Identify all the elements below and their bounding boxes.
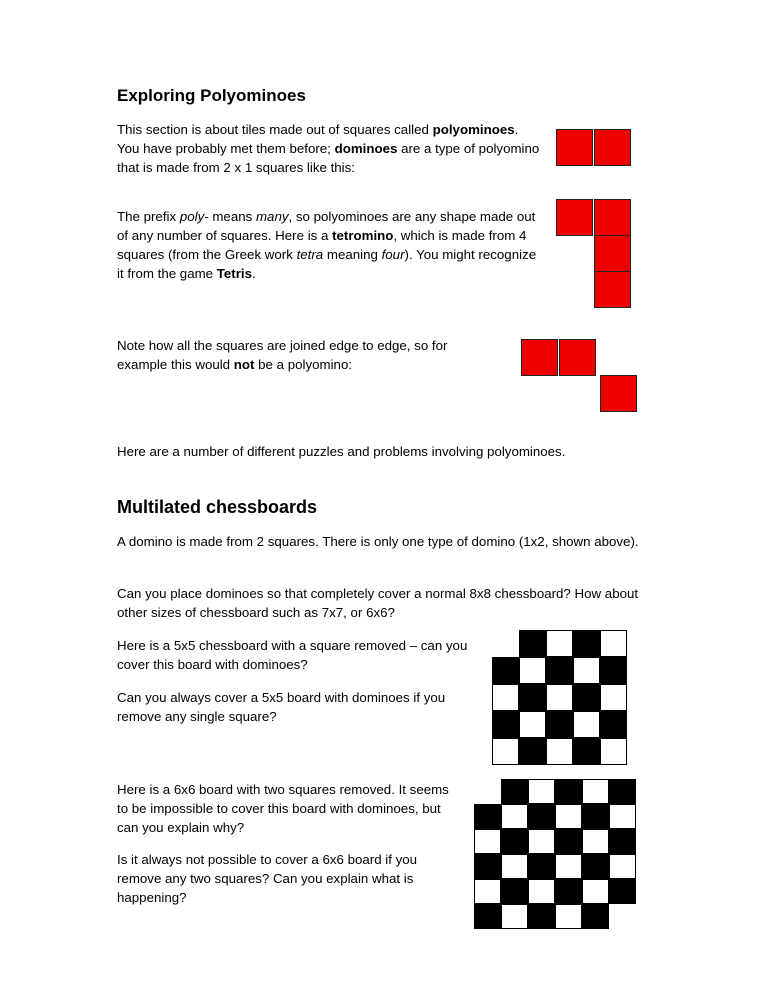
section-title: Multilated chessboards xyxy=(117,497,318,517)
board-cell-black xyxy=(555,879,582,904)
board-cell-white xyxy=(573,657,600,684)
board-cell-black xyxy=(609,779,636,804)
board-cell-white xyxy=(600,738,627,765)
board-cell-black xyxy=(555,829,582,854)
board-cell-white xyxy=(501,904,528,929)
board-cell-white xyxy=(546,684,573,711)
board-cell-black xyxy=(474,854,501,879)
board-cell-black xyxy=(582,904,609,929)
board-cell-white xyxy=(582,879,609,904)
board-cell-black xyxy=(528,804,555,829)
board-cell-black xyxy=(573,684,600,711)
board-cell-black xyxy=(600,657,627,684)
board-cell-black xyxy=(519,738,546,765)
page-title: Exploring Polyominoes xyxy=(117,86,306,105)
board-cell-white xyxy=(528,829,555,854)
chess-paragraph-3: Here is a 5x5 chessboard with a square removed – can you cover this board with dominoes? xyxy=(117,638,468,672)
board-cell-white xyxy=(519,711,546,738)
board-cell-white xyxy=(555,904,582,929)
board-cell-white xyxy=(600,684,627,711)
board-cell-white xyxy=(573,711,600,738)
board-cell-white xyxy=(492,738,519,765)
board-cell-black xyxy=(528,904,555,929)
board-cell-white xyxy=(609,854,636,879)
board-cell-white xyxy=(528,779,555,804)
board-cell-white xyxy=(492,684,519,711)
board-cell-white xyxy=(501,804,528,829)
board-cell-black xyxy=(501,829,528,854)
board-cell-white xyxy=(519,657,546,684)
board-cell-black xyxy=(519,630,546,657)
board-cell-black xyxy=(492,657,519,684)
board-cell-black xyxy=(573,630,600,657)
board-cell-black xyxy=(546,711,573,738)
chess-paragraph-2: Can you place dominoes so that completely cover a normal 8x8 chessboard? How about other sizes of chessboard such as 7x7, or 6x6? xyxy=(117,586,639,620)
intro-paragraph-3: Note how all the squares are joined edge to edge, so for example this would not be a polyomino: xyxy=(117,338,448,372)
board-cell-white xyxy=(555,804,582,829)
board-cell-white xyxy=(546,630,573,657)
board-cell-black xyxy=(609,829,636,854)
board-cell-black xyxy=(474,904,501,929)
board-cell-black xyxy=(474,804,501,829)
chessboard-5x5 xyxy=(492,630,627,765)
board-cell-black xyxy=(519,684,546,711)
board-cell-white xyxy=(474,879,501,904)
board-cell-black xyxy=(573,738,600,765)
board-cell-white xyxy=(546,738,573,765)
tetromino-figure xyxy=(556,199,634,307)
board-cell-black xyxy=(600,711,627,738)
board-cell-black xyxy=(492,711,519,738)
chess-paragraph-4: Can you always cover a 5x5 board with dominoes if you remove any single square? xyxy=(117,690,446,724)
board-cell-white xyxy=(501,854,528,879)
board-cell-black xyxy=(582,804,609,829)
board-cell-white xyxy=(582,829,609,854)
board-cell-black xyxy=(501,879,528,904)
board-cell-black xyxy=(528,854,555,879)
chess-paragraph-1: A domino is made from 2 squares. There is only one type of domino (1x2, shown above). xyxy=(117,534,639,549)
non-polyomino-figure xyxy=(521,339,639,412)
board-cell-white xyxy=(528,879,555,904)
board-cell-black xyxy=(546,657,573,684)
board-cell-black xyxy=(609,879,636,904)
board-cell-white xyxy=(582,779,609,804)
intro-paragraph-4: Here are a number of different puzzles and problems involving polyominoes. xyxy=(117,444,566,459)
intro-paragraph-1: This section is about tiles made out of squares called polyominoes. You have probably met them before; dominoes are a type of polyomino that is made from 2 x 1 squares like this: xyxy=(117,122,540,175)
chessboard-6x6 xyxy=(474,779,636,929)
domino-figure xyxy=(556,129,634,167)
board-cell-white xyxy=(555,854,582,879)
board-cell-white xyxy=(609,804,636,829)
board-cell-white xyxy=(474,829,501,854)
chess-paragraph-5: Here is a 6x6 board with two squares removed. It seems to be impossible to cover this board with dominoes, but can you explain why? xyxy=(117,782,449,835)
board-cell-black xyxy=(501,779,528,804)
chess-paragraph-6: Is it always not possible to cover a 6x6 board if you remove any two squares? Can you explain what is happening? xyxy=(117,852,418,905)
board-cell-white xyxy=(600,630,627,657)
board-cell-black xyxy=(582,854,609,879)
board-cell-black xyxy=(555,779,582,804)
intro-paragraph-2: The prefix poly- means many, so polyominoes are any shape made out of any number of squares. Here is a tetromino, which is made from 4 squares (from the Greek work tetra meaning four). You might recognize it from the game Tetris. xyxy=(117,209,537,281)
